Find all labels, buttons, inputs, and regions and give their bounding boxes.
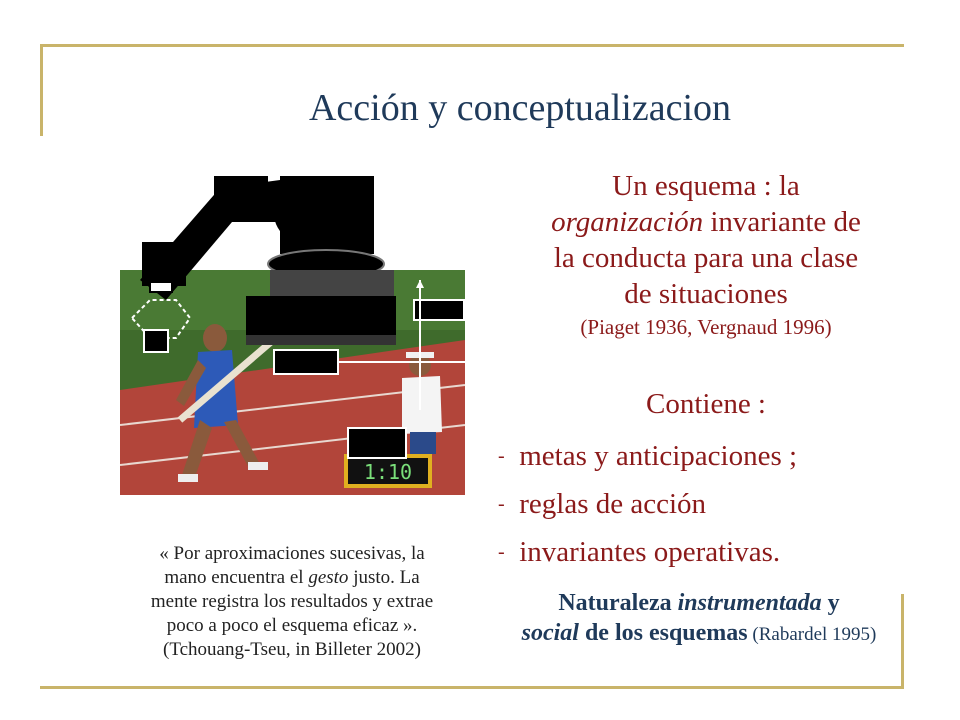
quote-line-1: « Por aproximaciones sucesivas, la bbox=[159, 543, 425, 564]
definition-line-2 bbox=[496, 204, 916, 240]
definition-line-3: la conducta para una clase bbox=[553, 242, 859, 274]
schema-definition bbox=[496, 168, 916, 342]
definition-emphasis: organización bbox=[551, 206, 704, 238]
nature-statement: Naturaleza instrumentada y social de los esquemas (Rabardel 1995) bbox=[521, 590, 877, 646]
list-item: - reglas de acción bbox=[498, 487, 707, 520]
definition-line-4: de situaciones bbox=[624, 278, 788, 310]
list-item: - metas y anticipaciones ; bbox=[498, 439, 798, 472]
contiene-heading: Contiene : bbox=[645, 388, 766, 420]
frame-top-line bbox=[40, 44, 904, 47]
definition-line-1: Un esquema : la bbox=[612, 170, 800, 202]
quote-line-3: mente registra los resultados y extrae bbox=[150, 591, 434, 612]
definition-citation: (Piaget 1936, Vergnaud 1996) bbox=[580, 315, 832, 339]
definition-line-2-rest: invariante de bbox=[703, 206, 861, 238]
quote-line-4: poco a poco el esquema eficaz ». bbox=[166, 615, 418, 636]
bullet-dash-icon: - bbox=[498, 444, 505, 467]
frame-bottom-line bbox=[40, 686, 904, 689]
slide-title: Acción y conceptualizacion bbox=[308, 87, 732, 129]
quote-emphasis: gesto bbox=[308, 567, 349, 588]
list-item: - invariantes operativas. bbox=[498, 535, 781, 568]
scoreboard-value: 1:10 bbox=[363, 460, 413, 484]
frame-left-line bbox=[40, 44, 43, 136]
nature-citation: (Rabardel 1995) bbox=[747, 624, 877, 645]
quote-citation: (Tchouang-Tseu, in Billeter 2002) bbox=[163, 639, 421, 660]
quote-block bbox=[104, 542, 480, 662]
athlete-robot-image bbox=[120, 170, 494, 495]
quote-line-2: mano encuentra el gesto justo. La bbox=[164, 567, 420, 588]
bullet-dash-icon: - bbox=[498, 540, 505, 563]
contents-list bbox=[498, 432, 938, 576]
bullet-dash-icon: - bbox=[498, 492, 505, 515]
